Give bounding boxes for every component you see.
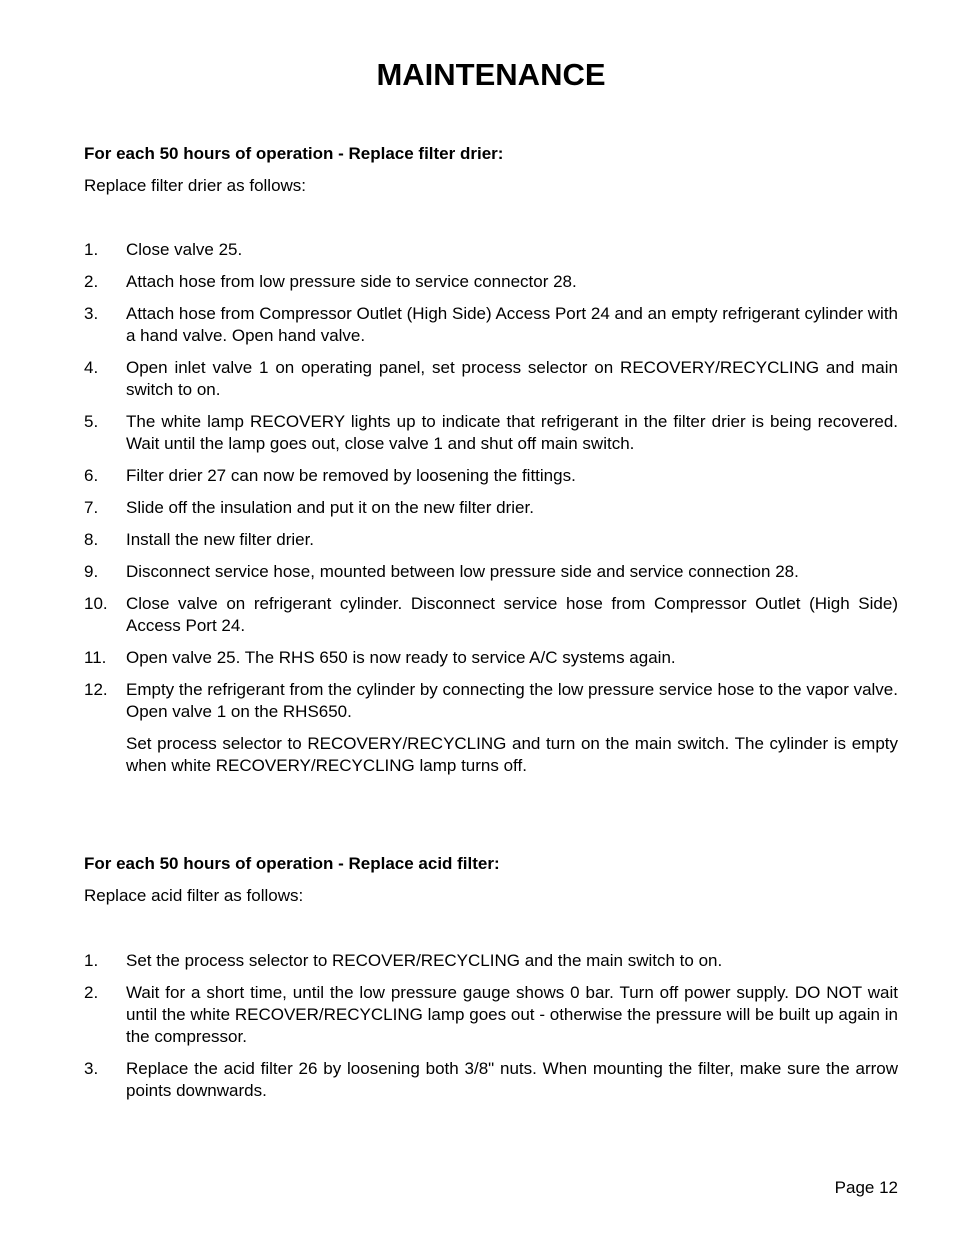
step-number: 3. (84, 1059, 99, 1078)
list-item (84, 465, 898, 487)
list-item (84, 357, 898, 401)
filter-drier-steps (84, 239, 898, 787)
step-text: Replace the acid filter 26 by loosening both 3/8" nuts. When mounting the filter, make sure the arrow points downwards. (126, 1059, 898, 1100)
step-number: 2. (84, 983, 99, 1002)
list-item (84, 593, 898, 637)
step-number: 9. (84, 562, 99, 581)
step-text: Filter drier 27 can now be removed by loosening the fittings. (126, 466, 576, 485)
step-number: 8. (84, 530, 99, 549)
step-number: 1. (84, 951, 99, 970)
list-item (84, 497, 898, 519)
step-text: Close valve 25. (126, 240, 243, 259)
list-item (84, 647, 898, 669)
document-page (84, 0, 898, 1235)
list-item (84, 1058, 898, 1102)
list-item (84, 982, 898, 1048)
section-intro: Replace acid filter as follows: (84, 886, 304, 905)
step-text: Disconnect service hose, mounted between low pressure side and service connection 28. (126, 562, 799, 581)
step-number: 5. (84, 412, 99, 431)
list-item (84, 271, 898, 293)
step-number: 2. (84, 272, 99, 291)
step-number: 1. (84, 240, 99, 259)
section-heading: For each 50 hours of operation - Replace acid filter: (84, 854, 500, 873)
step-number: 12. (84, 680, 108, 699)
step-text: Open inlet valve 1 on operating panel, set process selector on RECOVERY/RECYCLING and main switch to on. (126, 358, 898, 399)
step-number: 6. (84, 466, 99, 485)
step-number: 10. (84, 594, 108, 613)
step-text: Set the process selector to RECOVER/RECYCLING and the main switch to on. (126, 951, 723, 970)
acid-filter-steps (84, 950, 898, 1112)
section-heading: For each 50 hours of operation - Replace filter drier: (84, 144, 504, 163)
section-filter-drier (84, 143, 898, 197)
step-text: Attach hose from Compressor Outlet (High Side) Access Port 24 and an empty refrigerant cylinder with a hand valve. Open hand valve. (126, 304, 898, 345)
step-number: 3. (84, 304, 99, 323)
list-item (84, 239, 898, 261)
page-title: MAINTENANCE (376, 57, 606, 92)
list-item (84, 303, 898, 347)
section-acid-filter (84, 853, 898, 907)
list-item (84, 411, 898, 455)
step-text: Wait for a short time, until the low pressure gauge shows 0 bar. Turn off power supply. DO NOT wait until the white RECOVER/RECYCLING lamp goes out - otherwise the pressure will be built up again in the compressor. (126, 983, 898, 1046)
list-item (84, 679, 898, 777)
step-text: Install the new filter drier. (126, 530, 315, 549)
step-note: Set process selector to RECOVERY/RECYCLING and turn on the main switch. The cylinder is empty when white RECOVERY/RECYCLING lamp turns off. (126, 734, 898, 775)
step-text: Attach hose from low pressure side to service connector 28. (126, 272, 577, 291)
list-item (84, 529, 898, 551)
page-number: Page 12 (834, 1178, 898, 1197)
section-intro: Replace filter drier as follows: (84, 176, 307, 195)
list-item (84, 561, 898, 583)
step-text: The white lamp RECOVERY lights up to indicate that refrigerant in the filter drier is being recovered. Wait until the lamp goes out, close valve 1 and shut off main switch. (126, 412, 898, 453)
step-text: Open valve 25. The RHS 650 is now ready to service A/C systems again. (126, 648, 676, 667)
list-item (84, 950, 898, 972)
step-text: Empty the refrigerant from the cylinder by connecting the low pressure service hose to the vapor valve. Open valve 1 on the RHS650. (126, 680, 898, 721)
step-number: 4. (84, 358, 99, 377)
step-text: Close valve on refrigerant cylinder. Disconnect service hose from Compressor Outlet (High Side) Access Port 24. (126, 594, 898, 635)
step-number: 7. (84, 498, 99, 517)
step-text: Slide off the insulation and put it on the new filter drier. (126, 498, 534, 517)
step-number: 11. (84, 648, 107, 667)
